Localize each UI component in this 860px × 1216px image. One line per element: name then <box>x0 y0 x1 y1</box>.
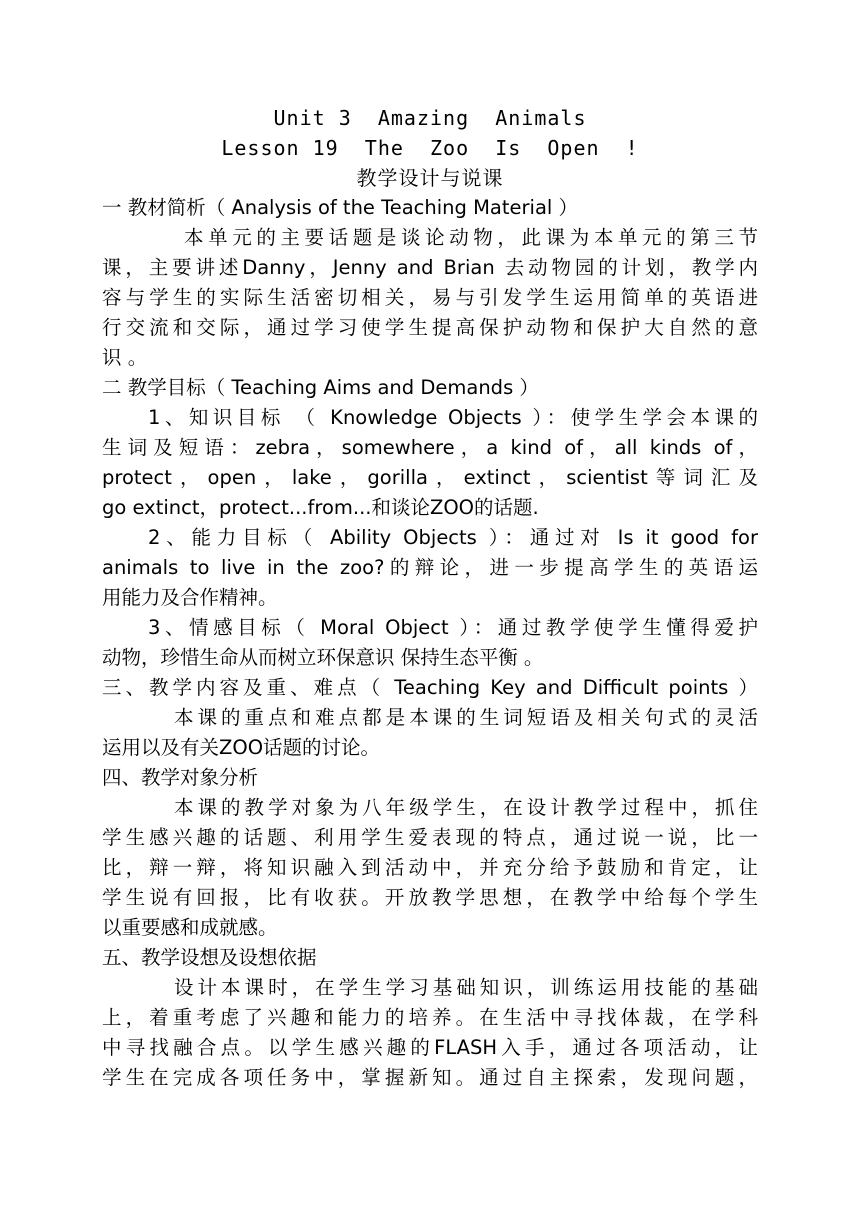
text-line: 四、教学对象分析 <box>102 766 259 789</box>
text-line: protect，open，lake，gorilla，extinct，scientist等词汇及 <box>102 466 758 489</box>
document-subtitle: 教学设计与说课 <box>356 166 504 190</box>
text-line: 学生在完成各项任务中，掌握新知。通过自主探索，发现问题， <box>102 1066 758 1089</box>
text-line: 二 教学目标（ Teaching Aims and Demands ） <box>102 376 539 399</box>
text-line: 1、知识目标 （ Knowledge Objects ）：使学生学会本课的 <box>148 406 758 429</box>
text-line: 本单元的主要话题是谈论动物，此课为本单元的第三节 <box>184 226 758 249</box>
text-line: 本课的重点和难点都是本课的生词短语及相关句式的灵活 <box>174 706 758 729</box>
text-line: 容与学生的实际生活密切相关，易与引发学生运用简单的英语进 <box>102 286 758 309</box>
text-line: 设计本课时，在学生学习基础知识，训练运用技能的基础 <box>174 976 758 999</box>
lesson-title: Lesson 19 The Zoo Is Open ! <box>221 136 639 160</box>
text-line: 中寻找融合点。以学生感兴趣的FLASH入手，通过各项活动，让 <box>102 1036 758 1059</box>
text-line: 用能力及合作精神。 <box>102 586 278 609</box>
text-line: 生词及短语：zebra，somewhere，a kind of，all kinds of， <box>102 436 758 459</box>
text-line: 3、情感目标（ Moral Object ）：通过教学使学生懂得爱护 <box>148 616 758 639</box>
text-line: 五、教学设想及设想依据 <box>102 946 317 969</box>
text-line: 运用以及有关ZOO话题的讨论。 <box>102 736 381 759</box>
text-line: 动物，珍惜生命从而树立环保意识 保持生态平衡 。 <box>102 646 544 669</box>
text-line: 上，着重考虑了兴趣和能力的培养。在生活中寻找体裁，在学科 <box>102 1006 758 1029</box>
text-line: 识 。 <box>102 346 148 369</box>
text-line: 2、能力目标（ Ability Objects ）：通过对 Is it good for <box>148 526 758 549</box>
text-line: 本课的教学对象为八年级学生，在设计教学过程中，抓住 <box>174 796 758 819</box>
unit-title: Unit 3 Amazing Animals <box>273 106 587 130</box>
text-line: go extinct，protect...from...和谈论ZOO的话题. <box>102 496 539 519</box>
text-line: 课，主要讲述Danny，Jenny and Brian 去动物园的计划，教学内 <box>102 256 758 279</box>
text-line: 比，辩一辩，将知识融入到活动中，并充分给予鼓励和肯定，让 <box>102 856 758 879</box>
text-line: 三、教学内容及重、难点（ Teaching Key and Difficult points ） <box>102 676 758 699</box>
text-line: 一 教材简析（ Analysis of the Teaching Material ） <box>102 196 579 219</box>
text-line: 学生说有回报，比有收获。开放教学思想，在教学中给每个学生 <box>102 886 758 909</box>
text-line: animals to live in the zoo?的辩论，进一步提高学生的英语运 <box>102 556 758 579</box>
text-line: 以重要感和成就感。 <box>102 916 278 939</box>
text-line: 学生感兴趣的话题、利用学生爱表现的特点，通过说一说，比一 <box>102 826 758 849</box>
text-line: 行交流和交际，通过学习使学生提高保护动物和保护大自然的意 <box>102 316 758 339</box>
